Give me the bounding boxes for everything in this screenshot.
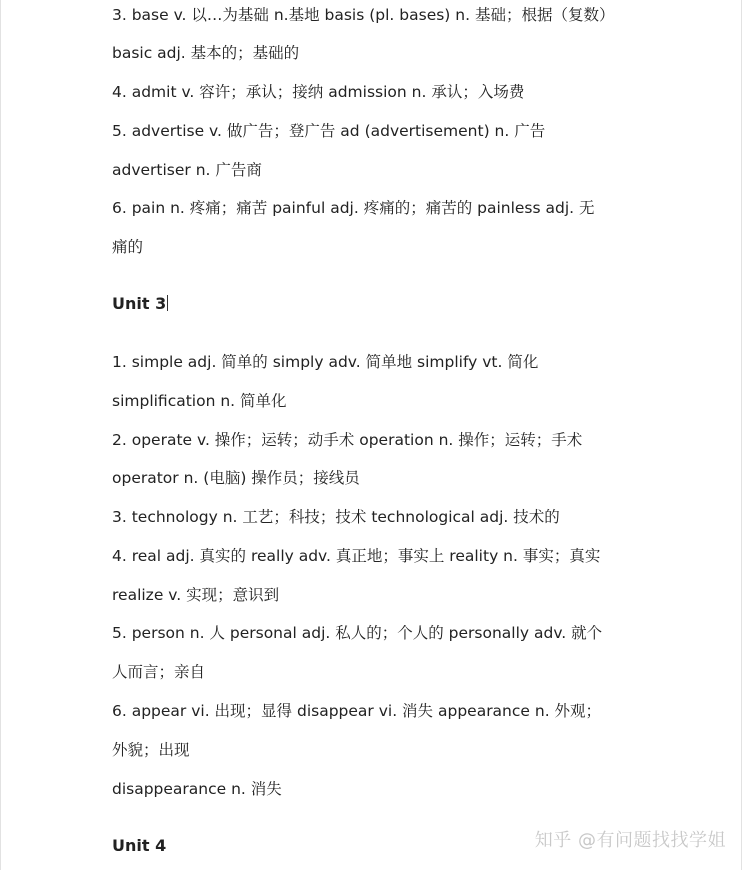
text-line: disappearance n. 消失: [112, 780, 282, 798]
text-line: 2. operate v. 操作；运转；动手术 operation n. 操作；运转；手术: [112, 431, 583, 449]
text-line: 5. advertise v. 做广告；登广告 ad (advertisement) n. 广告: [112, 122, 546, 140]
text-line: simplification n. 简单化: [112, 392, 287, 410]
watermark: 知乎 @有问题找找学姐: [534, 830, 726, 851]
text-line: 外貌；出现: [112, 741, 190, 759]
text-line: 3. technology n. 工艺；科技；技术 technological adj. 技术的: [112, 508, 560, 526]
unit-4-heading: Unit 4: [112, 836, 167, 855]
text-line: 3. base v. 以…为基础 n.基地 basis (pl. bases) n. 基础；根据（复数）: [112, 6, 615, 24]
text-line: operator n. (电脑) 操作员；接线员: [112, 469, 360, 487]
text-line: 人而言；亲自: [112, 663, 206, 681]
text-line: 4. admit v. 容许；承认；接纳 admission n. 承认；入场费: [112, 83, 525, 101]
page-left-border: [0, 0, 1, 870]
page-right-border: [741, 0, 742, 870]
text-cursor: [167, 295, 168, 311]
text-line: 6. appear vi. 出现；显得 disappear vi. 消失 appearance n. 外观；: [112, 702, 602, 720]
text-line: basic adj. 基本的；基础的: [112, 44, 300, 62]
text-line: realize v. 实现；意识到: [112, 586, 280, 604]
text-line: 痛的: [112, 238, 144, 256]
text-line: 5. person n. 人 personal adj. 私人的；个人的 personally adv. 就个: [112, 624, 603, 642]
text-line: advertiser n. 广告商: [112, 161, 262, 179]
text-line: 4. real adj. 真实的 really adv. 真正地；事实上 reality n. 事实；真实: [112, 547, 601, 565]
text-line: 1. simple adj. 简单的 simply adv. 简单地 simplify vt. 简化: [112, 353, 539, 371]
unit-3-heading: Unit 3: [112, 294, 167, 313]
text-line: 6. pain n. 疼痛；痛苦 painful adj. 疼痛的；痛苦的 painless adj. 无: [112, 199, 595, 217]
